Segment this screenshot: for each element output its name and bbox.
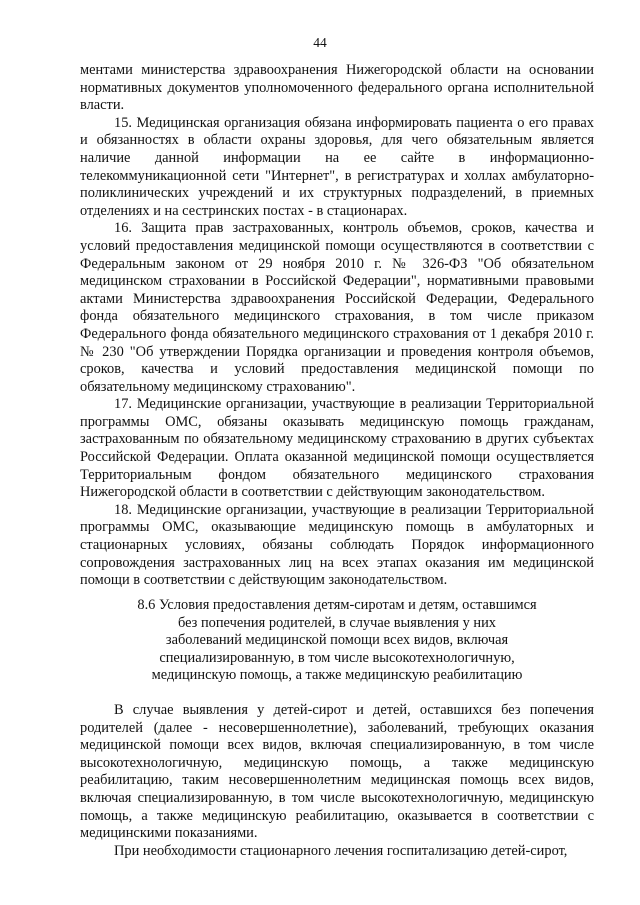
heading-line: специализированную, в том числе высокотехнологичную, — [159, 649, 515, 666]
paragraph-15: 15. Медицинская организация обязана информировать пациента о его правах и обязанностях в области охраны здоровья, для чего обязательным является наличие данной информации на ее сайте в информационно-телекоммуникационной сети "Интернет", в регистратурах и холлах амбулаторно-поликлинических учреждений и их структурных подразделений, в приемных отделениях и на сестринских постах - в стационарах. — [80, 114, 594, 219]
paragraph-17: 17. Медицинские организации, участвующие в реализации Территориальной программы ОМС, обязаны оказывать медицинскую помощь гражданам, застрахованным по обязательному медицинскому страхованию в других субъектах Российской Федерации. Оплата оказанной медицинской помощи осуществляется Территориальным фондом обязательного медицинского страхования Нижегородской области в соответствии с действующим законодательством. — [80, 396, 594, 501]
page-number: 44 — [313, 35, 327, 50]
body-text-bottom — [80, 702, 594, 860]
paragraph-16: 16. Защита прав застрахованных, контроль объемов, сроков, качества и условий предоставления медицинской помощи осуществляются в соответствии с Федеральным законом от 29 ноября 2010 г. № 326-ФЗ "Об обязательном медицинском страховании в Российской Федерации", нормативными правовыми актами Министерства здравоохранения Российской Федерации, Федерального фонда обязательного медицинского страхования, в том числе приказом Федерального фонда обязательного медицинского страхования от 1 декабря 2010 г. № 230 "Об утверждении Порядка организации и проведения контроля объемов, сроков, качества и условий предоставления медицинской помощи по обязательному медицинскому страхованию". — [80, 220, 594, 395]
heading-line: без попечения родителей, в случае выявления у них — [177, 614, 497, 631]
paragraph-orphans-care: В случае выявления у детей-сирот и детей, оставшихся без попечения родителей (далее - несовершеннолетние), заболеваний, требующих оказания медицинской помощи всех видов, включая специализированную, в том числе высокотехнологичную, медицинскую помощь, а также медицинскую реабилитацию, таким несовершеннолетним медицинская помощь всех видов, включая специализированную, в том числе высокотехнологичную, медицинскую помощь, а также медицинскую реабилитацию, оказывается в соответствии с медицинскими показаниями. — [80, 702, 594, 842]
heading-line: медицинскую помощь, а также медицинскую реабилитацию — [151, 667, 523, 684]
paragraph-continuation: ментами министерства здравоохранения Нижегородской области на основании нормативных документов уполномоченного федерального органа исполнительной власти. — [80, 62, 594, 114]
heading-line: заболеваний медицинской помощи всех видов, включая — [165, 632, 509, 649]
section-heading-8-6 — [80, 597, 594, 685]
heading-line: 8.6 Условия предоставления детям-сиротам и детям, оставшимся — [137, 597, 537, 613]
paragraph-hospitalization: При необходимости стационарного лечения госпитализацию детей-сирот, — [114, 842, 568, 859]
paragraph-18: 18. Медицинские организации, участвующие в реализации Территориальной программы ОМС, оказывающие медицинскую помощь в амбулаторных и стационарных условиях, обязаны соблюдать Порядок информационного сопровождения застрахованных лиц на всех этапах оказания им медицинской помощи в соответствии с действующим законодательством. — [80, 501, 594, 589]
body-text-top — [80, 62, 594, 590]
